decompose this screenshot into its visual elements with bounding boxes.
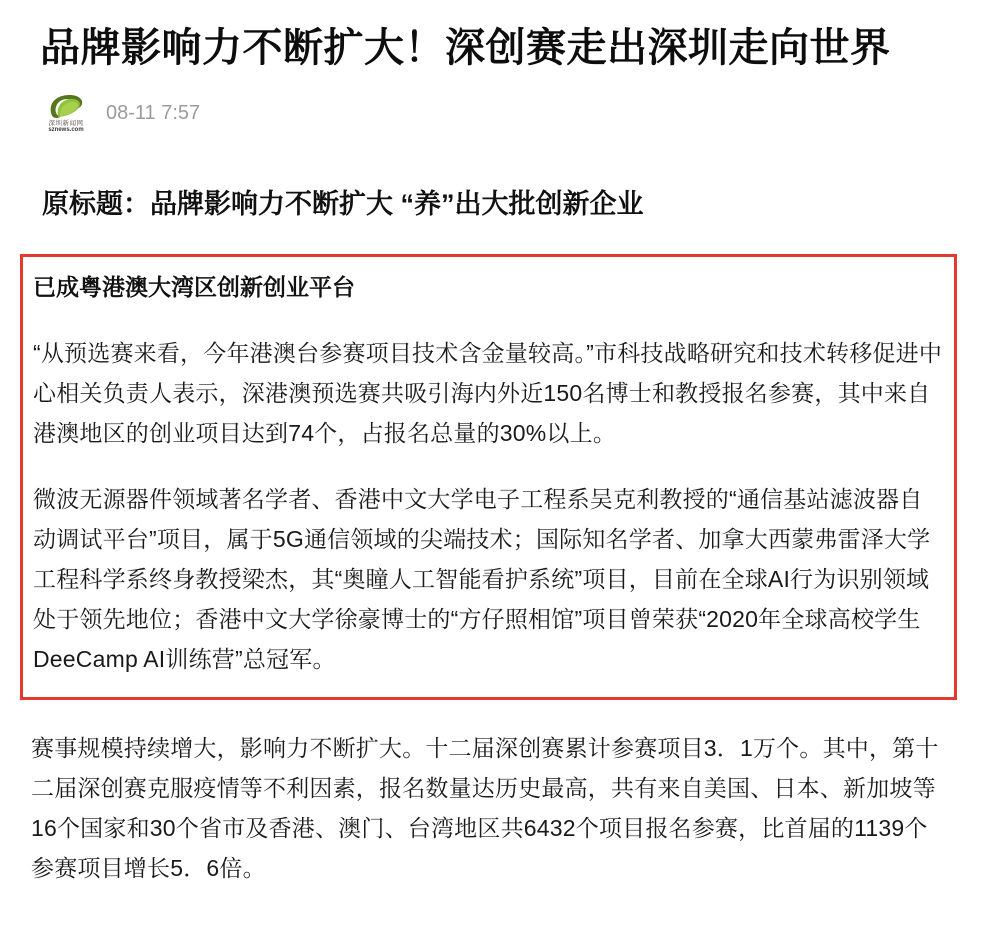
source-name: 深圳新闻网 (48, 119, 84, 127)
original-title: 原标题：品牌影响力不断扩大 “养”出大批创新企业 (42, 189, 644, 219)
sznews-leaf-icon (44, 93, 88, 120)
source-logo[interactable] (44, 93, 88, 134)
highlight-box (20, 254, 957, 700)
article-meta (44, 90, 950, 136)
highlight-box-paragraph: 微波无源器件领域著名学者、香港中文大学电子工程系吴克利教授的“通信基站滤波器自动调试平台”项目，属于5G通信领域的尖端技术；国际知名学者、加拿大西蒙弗雷泽大学工程科学系终身教授梁杰，其“奥瞳人工智能看护系统”项目，目前在全球AI行为识别领域处于领先地位；香港中文大学徐豪博士的“方仔照相馆”项目曾荣获“2020年全球高校学生DeeCamp AI训练营”总冠军。 (33, 486, 931, 672)
article-page (0, 24, 986, 888)
source-domain: sznews.com (48, 127, 84, 134)
closing-paragraph: 赛事规模持续增大，影响力不断扩大。十二届深创赛累计参赛项目3．1万个。其中，第十二届深创赛克服疫情等不利因素，报名数量达历史最高，共有来自美国、日本、新加坡等16个国家和30个省市及香港、澳门、台湾地区共6432个项目报名参赛，比首届的1139个参赛项目增长5．6倍。 (31, 735, 939, 881)
publish-time: 08-11 7:57 (106, 101, 201, 124)
highlight-box-paragraph: “从预选赛来看，今年港澳台参赛项目技术含金量较高。”市科技战略研究和技术转移促进中心相关负责人表示，深港澳预选赛共吸引海内外近150名博士和教授报名参赛，其中来自港澳地区的创业项目达到74个，占报名总量的30%以上。 (33, 340, 943, 446)
highlight-box-heading: 已成粤港澳大湾区创新创业平台 (33, 274, 355, 300)
article-title: 品牌影响力不断扩大！深创赛走出深圳走向世界 (40, 26, 891, 70)
